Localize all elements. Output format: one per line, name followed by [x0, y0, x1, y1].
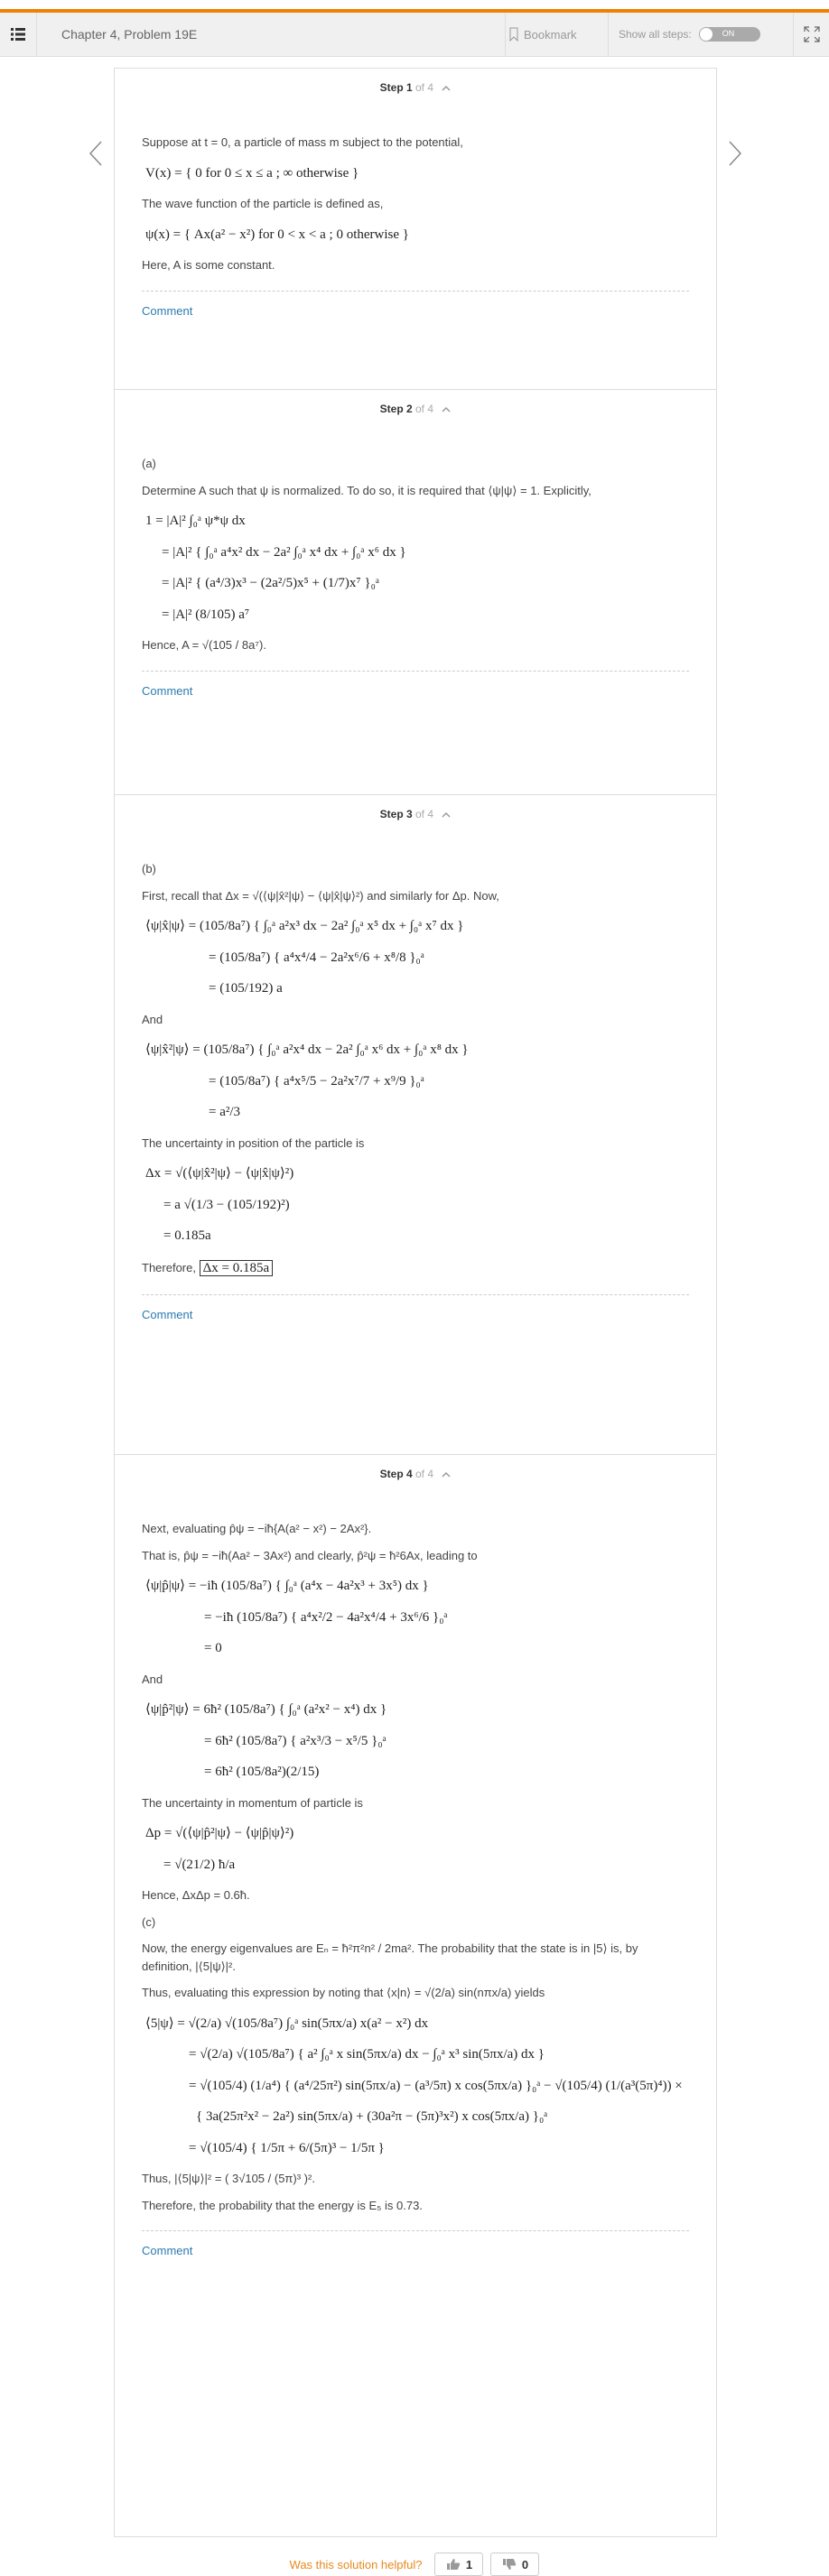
bookmark-label: Bookmark [524, 27, 577, 42]
equation: = a²/3 [209, 1105, 241, 1119]
part-label: (b) [142, 862, 156, 876]
show-all-steps [608, 13, 793, 56]
step-number: Step 4 [379, 1468, 413, 1480]
equation: = √(105/4) { 1/5π + 6/(5π)³ − 1/5π } [189, 2140, 385, 2155]
step-text: Thus, |⟨5|ψ⟩|² = ( 3√105 / (5π)³ )². [142, 2172, 315, 2185]
comment-link[interactable]: Comment [142, 1308, 193, 1321]
step-text: Thus, evaluating this expression by noting that ⟨x|n⟩ = √(2/a) sin(nπx/a) yields [142, 1986, 545, 1999]
step-header[interactable] [115, 390, 716, 430]
feedback-bar [0, 2553, 829, 2576]
result-text: Hence, A = √(105 / 8a⁷). [142, 638, 266, 652]
list-icon [11, 28, 25, 41]
chevron-left-icon [89, 141, 102, 166]
upvote-count: 1 [465, 2557, 473, 2571]
step-number: Step 3 [379, 808, 413, 820]
step-text: The wave function of the particle is defined as, [142, 197, 384, 210]
downvote-count: 0 [521, 2557, 529, 2571]
step-2 [115, 390, 716, 795]
equation: { 3a(25π²x² − 2a²) sin(5πx/a) + (30a²π − (5π)³x²) x cos(5πx/a) }₀ᵃ [196, 2109, 548, 2124]
step-text: The uncertainty in position of the particle is [142, 1135, 365, 1150]
equation: = |A|² (8/105) a⁷ [162, 607, 250, 622]
divider [142, 1294, 689, 1295]
part-label: (a) [142, 457, 156, 470]
equation: = |A|² { ∫₀ᵃ a⁴x² dx − 2a² ∫₀ᵃ x⁴ dx + ∫₀ᵃ x⁶ dx } [162, 544, 406, 560]
step-text: That is, p̂ψ = −iħ(Aa² − 3Ax²) and clearly, p̂²ψ = ħ²6Ax, leading to [142, 1548, 478, 1562]
comment-link[interactable]: Comment [142, 303, 193, 318]
step-header[interactable] [115, 1455, 716, 1495]
upvote-button[interactable] [434, 2553, 483, 2576]
equation: = √(2/a) √(105/8a⁷) { a² ∫₀ᵃ x sin(5πx/a) dx − ∫₀ᵃ x³ sin(5πx/a) dx } [189, 2047, 545, 2062]
equation: = 0.185a [163, 1228, 211, 1243]
comment-link[interactable]: Comment [142, 2244, 193, 2257]
boxed-answer: Δx = 0.185a [200, 1260, 274, 1276]
step-3 [115, 795, 716, 1455]
divider [142, 671, 689, 672]
previous-problem-button[interactable] [87, 140, 105, 167]
step-text: Determine A such that ψ is normalized. To do so, it is required that ⟨ψ|ψ⟩ = 1. Explicitly, [142, 483, 591, 497]
step-text: And [142, 1672, 163, 1686]
toggle-state: ON [722, 29, 735, 38]
chevron-right-icon [729, 141, 741, 166]
equation: = |A|² { (a⁴/3)x³ − (2a²/5)x⁵ + (1/7)x⁷ }₀ᵃ [162, 576, 379, 590]
step-total: of 4 [415, 403, 434, 415]
thumbs-up-icon [446, 2558, 461, 2571]
equation: = (105/8a⁷) { a⁴x⁴/4 − 2a²x⁶/6 + x⁸/8 }₀ᵃ [209, 950, 424, 965]
menu-button[interactable] [0, 13, 37, 56]
step-4 [115, 1455, 716, 2536]
result-text: Hence, ΔxΔp = 0.6ħ. [142, 1888, 250, 1902]
expand-icon [804, 26, 820, 42]
chevron-up-icon [442, 406, 451, 412]
show-all-steps-label: Show all steps: [619, 28, 692, 41]
next-problem-button[interactable] [726, 140, 744, 167]
bookmark-icon [509, 27, 518, 42]
step-1 [115, 69, 716, 390]
fullscreen-button[interactable] [793, 13, 829, 56]
step-text: First, recall that Δx = √(⟨ψ|x̂²|ψ⟩ − ⟨ψ|x̂|ψ⟩²) and similarly for Δp. Now, [142, 888, 499, 903]
step-total: of 4 [415, 81, 434, 94]
step-number: Step 2 [379, 403, 413, 415]
feedback-question: Was this solution helpful? [289, 2557, 423, 2571]
equation: Δx = √(⟨ψ|x̂²|ψ⟩ − ⟨ψ|x̂|ψ⟩²) [145, 1166, 294, 1181]
equation: = 6ħ² (105/8a²)(2/15) [204, 1765, 320, 1779]
equation: Δp = √(⟨ψ|p̂²|ψ⟩ − ⟨ψ|p̂|ψ⟩²) [145, 1826, 294, 1840]
chevron-up-icon [442, 1471, 451, 1478]
result-text: Therefore, the probability that the energy is E₅ is 0.73. [142, 2198, 423, 2212]
toolbar [0, 13, 829, 57]
step-text: Here, A is some constant. [142, 258, 275, 272]
page-title: Chapter 4, Problem 19E [61, 27, 198, 42]
equation: = a √(1/3 − (105/192)²) [163, 1197, 290, 1212]
equation: ψ(x) = { Ax(a² − x²) for 0 < x < a ; 0 otherwise } [145, 227, 409, 242]
equation: = (105/192) a [209, 981, 283, 996]
step-header[interactable] [115, 795, 716, 835]
step-text: Next, evaluating p̂ψ = −iħ{A(a² − x²) − 2Ax²}. [142, 1522, 372, 1535]
step-text: The uncertainty in momentum of particle is [142, 1795, 363, 1810]
part-label: (c) [142, 1914, 156, 1929]
step-number: Step 1 [379, 81, 413, 94]
equation: ⟨5|ψ⟩ = √(2/a) √(105/8a⁷) ∫₀ᵃ sin(5πx/a) x(a² − x²) dx [145, 2015, 429, 2031]
equation: = −iħ (105/8a⁷) { a⁴x²/2 − 4a²x⁴/4 + 3x⁶/6 }₀ᵃ [204, 1609, 448, 1625]
equation: = 6ħ² (105/8a⁷) { a²x³/3 − x⁵/5 }₀ᵃ [204, 1733, 387, 1748]
result-text [142, 1258, 689, 1279]
step-text: Now, the energy eigenvalues are Eₙ = ħ²π²n² / 2ma². The probability that the state is in |5⟩ is, by definition, |⟨5|ψ⟩|². [142, 1941, 638, 1973]
chevron-up-icon [442, 811, 451, 818]
step-total: of 4 [415, 1468, 434, 1480]
chevron-up-icon [442, 85, 451, 91]
toggle-knob [700, 28, 713, 41]
equation: ⟨ψ|p̂²|ψ⟩ = 6ħ² (105/8a⁷) { ∫₀ᵃ (a²x² − x⁴) dx } [145, 1702, 387, 1717]
equation: ⟨ψ|x̂²|ψ⟩ = (105/8a⁷) { ∫₀ᵃ a²x⁴ dx − 2a² ∫₀ᵃ x⁶ dx + ∫₀ᵃ x⁸ dx } [145, 1042, 469, 1057]
divider [142, 291, 689, 292]
downvote-button[interactable] [490, 2553, 539, 2576]
show-all-steps-toggle[interactable] [699, 27, 760, 42]
step-text: Suppose at t = 0, a particle of mass m subject to the potential, [142, 135, 463, 149]
comment-link[interactable]: Comment [142, 683, 193, 698]
equation: V(x) = { 0 for 0 ≤ x ≤ a ; ∞ otherwise } [145, 165, 359, 181]
step-text: And [142, 1012, 163, 1026]
bookmark-button[interactable] [505, 13, 608, 56]
equation: = √(105/4) (1/a⁴) { (a⁴/25π²) sin(5πx/a) − (a³/5π) x cos(5πx/a) }₀ᵃ − √(105/4) (1/(a³(5π)⁴)) × [189, 2078, 683, 2093]
thumbs-down-icon [502, 2558, 517, 2571]
solution-card [114, 68, 717, 2537]
step-header[interactable] [115, 69, 716, 108]
equation: ⟨ψ|p̂|ψ⟩ = −iħ (105/8a⁷) { ∫₀ᵃ (a⁴x − 4a²x³ + 3x⁵) dx } [145, 1579, 429, 1593]
equation: = 0 [204, 1641, 222, 1655]
divider [142, 2230, 689, 2231]
step-total: of 4 [415, 808, 434, 820]
equation: = (105/8a⁷) { a⁴x⁵/5 − 2a²x⁷/7 + x⁹/9 }₀ᵃ [209, 1073, 424, 1089]
equation: 1 = |A|² ∫₀ᵃ ψ*ψ dx [145, 514, 246, 528]
result-prefix: Therefore, [142, 1260, 196, 1274]
equation: = √(21/2) ħ/a [163, 1857, 236, 1872]
equation: ⟨ψ|x̂|ψ⟩ = (105/8a⁷) { ∫₀ᵃ a²x³ dx − 2a² ∫₀ᵃ x⁵ dx + ∫₀ᵃ x⁷ dx } [145, 919, 464, 933]
